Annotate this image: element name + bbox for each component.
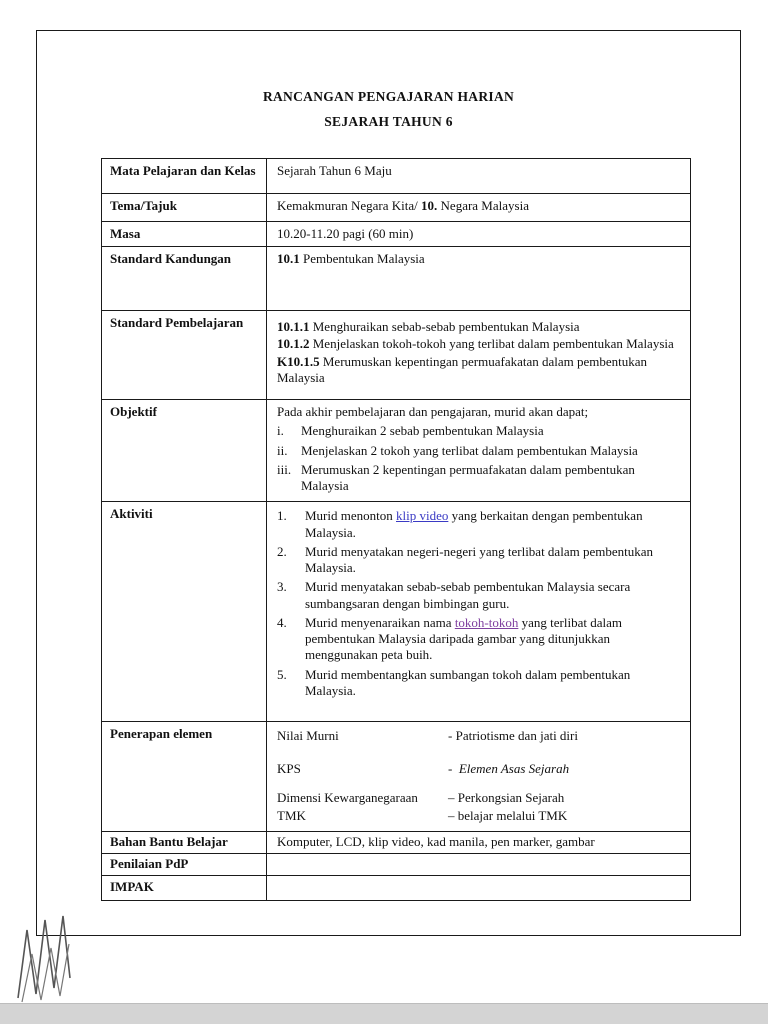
list-text: Merumuskan 2 kepentingan permuafakatan dalam pembentukan Malaysia xyxy=(301,461,635,493)
objektif-item xyxy=(277,462,682,495)
penerapan-line xyxy=(277,761,682,777)
aktiviti-item xyxy=(277,508,682,541)
table-row-aktiviti xyxy=(102,502,690,722)
table-row-penilaian-pdp xyxy=(102,854,690,876)
sp-item xyxy=(277,319,682,335)
row-label: Aktiviti xyxy=(102,502,267,721)
klip-video-link[interactable]: klip video xyxy=(396,508,449,524)
list-marker: 2. xyxy=(277,543,287,559)
tema-pre: Kemakmuran Negara Kita/ xyxy=(277,197,422,213)
penerapan-line xyxy=(277,808,682,824)
row-label: Bahan Bantu Belajar xyxy=(102,832,267,853)
tema-post: Negara Malaysia xyxy=(437,197,529,213)
table-row-penerapan-elemen xyxy=(102,722,690,832)
row-label: Tema/Tajuk xyxy=(102,194,267,221)
doc-subtitle: SEJARAH TAHUN 6 xyxy=(324,113,453,129)
pen-scribble-mark xyxy=(14,914,76,1006)
list-text: Murid menonton klip video yang berkaitan dengan pembentukan Malaysia. xyxy=(305,508,643,540)
list-marker: ii. xyxy=(277,442,288,458)
row-value xyxy=(267,502,690,721)
row-label: Standard Kandungan xyxy=(102,247,267,310)
list-marker: i. xyxy=(277,423,284,439)
row-label: Standard Pembelajaran xyxy=(102,311,267,399)
row-value xyxy=(267,247,690,310)
row-label: Objektif xyxy=(102,400,267,501)
list-marker: iii. xyxy=(277,461,292,477)
row-value xyxy=(267,854,690,875)
penerapan-name: Dimensi Kewarganegaraan xyxy=(277,789,418,805)
penerapan-value: - Patriotisme dan jati diri xyxy=(448,728,578,744)
sp-text: Merumuskan kepentingan permuafakatan dalam pembentukan Malaysia xyxy=(277,353,648,385)
list-text: Murid membentangkan sumbangan tokoh dalam pembentukan Malaysia. xyxy=(305,666,631,698)
sk-number: 10.1 xyxy=(277,251,300,266)
penerapan-value: – Perkongsian Sejarah xyxy=(448,789,565,805)
table-row-bahan-bantu xyxy=(102,832,690,854)
list-marker: 1. xyxy=(277,508,287,524)
scan-edge-strip xyxy=(0,1003,768,1024)
sp-number: K10.1.5 xyxy=(277,353,320,369)
sp-item xyxy=(277,336,682,352)
table-row-masa xyxy=(102,222,690,247)
table-row-tema-tajuk xyxy=(102,194,690,222)
table-row-standard-pembelajaran xyxy=(102,311,690,400)
doc-title: RANCANGAN PENGAJARAN HARIAN xyxy=(262,89,515,104)
sp-number: 10.1.2 xyxy=(277,336,310,352)
row-label: Mata Pelajaran dan Kelas xyxy=(102,159,267,193)
penerapan-value: - Elemen Asas Sejarah xyxy=(448,760,570,776)
sk-text: Pembentukan Malaysia xyxy=(299,251,425,266)
row-value: Komputer, LCD, klip video, kad manila, pen marker, gambar xyxy=(277,834,595,850)
list-text: Menjelaskan 2 tokoh yang terlibat dalam pembentukan Malaysia xyxy=(301,442,638,458)
objektif-item xyxy=(277,423,682,439)
list-text: Murid menyatakan negeri-negeri yang terlibat dalam pembentukan Malaysia. xyxy=(305,543,653,575)
table-row-mata-pelajaran xyxy=(102,159,690,194)
row-value xyxy=(267,311,690,399)
page-border xyxy=(36,30,741,936)
aktiviti-item xyxy=(277,615,682,664)
list-marker: 5. xyxy=(277,666,287,682)
penerapan-value: – belajar melalui TMK xyxy=(448,808,568,823)
tema-bold-number: 10. xyxy=(421,197,438,213)
sp-item xyxy=(277,354,682,387)
row-label: Masa xyxy=(102,222,267,246)
row-value: Sejarah Tahun 6 Maju xyxy=(277,162,392,178)
list-text: Murid menyatakan sebab-sebab pembentukan Malaysia secara sumbangsaran dengan bimbingan guru. xyxy=(305,579,631,611)
aktiviti-item xyxy=(277,579,682,612)
sp-text: Menghuraikan sebab-sebab pembentukan Malaysia xyxy=(309,319,580,334)
penerapan-line xyxy=(277,790,682,806)
row-value xyxy=(267,194,690,221)
row-label: Penerapan elemen xyxy=(102,722,267,831)
aktiviti-item xyxy=(277,544,682,577)
table-row-objektif xyxy=(102,400,690,502)
list-text: Murid menyenaraikan nama tokoh-tokoh yang terlibat dalam pembentukan Malaysia daripada gambar yang ditunjukkan menggunakan peta buih. xyxy=(305,614,622,663)
penerapan-name: KPS xyxy=(277,760,301,776)
aktiviti-item xyxy=(277,667,682,700)
row-value xyxy=(267,876,690,900)
row-value xyxy=(267,400,690,501)
list-marker: 3. xyxy=(277,579,287,595)
table-row-standard-kandungan xyxy=(102,247,690,311)
row-value: 10.20-11.20 pagi (60 min) xyxy=(277,225,414,241)
penerapan-line xyxy=(277,728,682,744)
penerapan-name: Nilai Murni xyxy=(277,728,339,744)
lesson-plan-table xyxy=(101,158,691,902)
sp-number: 10.1.1 xyxy=(277,319,310,334)
tokoh-tokoh-link[interactable]: tokoh-tokoh xyxy=(454,614,519,630)
objektif-intro: Pada akhir pembelajaran dan pengajaran, murid akan dapat; xyxy=(277,404,589,419)
list-marker: 4. xyxy=(277,614,287,630)
table-row-impak xyxy=(102,876,690,900)
row-label: Penilaian PdP xyxy=(102,854,267,875)
sp-text: Menjelaskan tokoh-tokoh yang terlibat dalam pembentukan Malaysia xyxy=(309,336,674,352)
row-label: IMPAK xyxy=(102,876,267,900)
penerapan-name: TMK xyxy=(277,808,306,823)
objektif-item xyxy=(277,443,682,459)
row-value xyxy=(267,722,690,831)
list-text: Menghuraikan 2 sebab pembentukan Malaysia xyxy=(301,423,544,439)
